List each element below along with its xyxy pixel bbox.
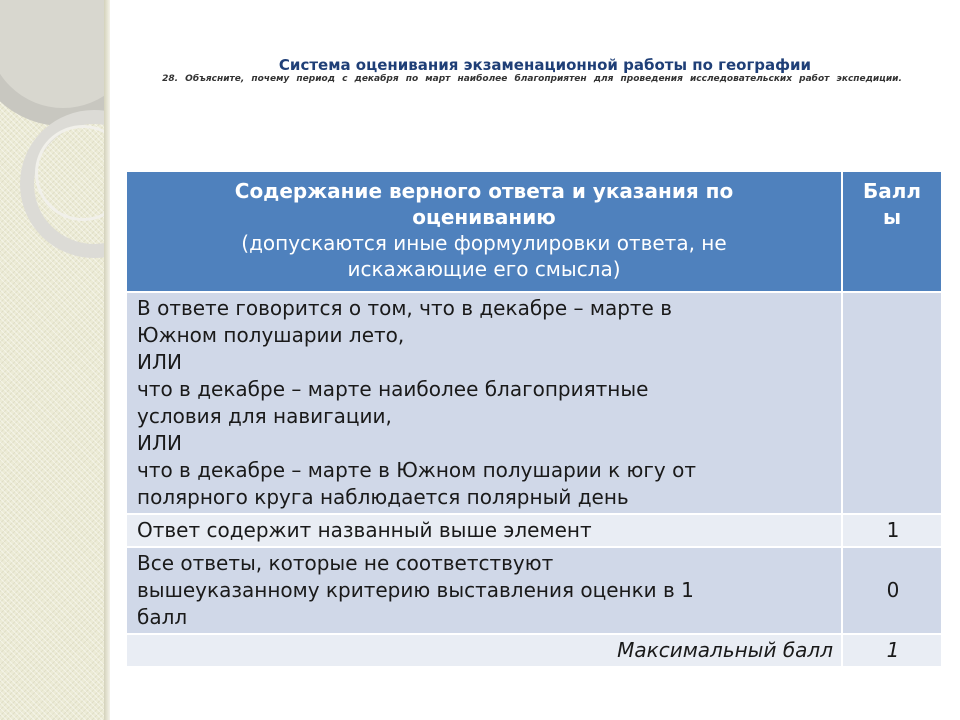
- answer-line: ИЛИ: [137, 431, 182, 455]
- sidebar-edge: [104, 0, 110, 720]
- slide-title: Система оценивания экзаменационной работы по географии: [278, 56, 812, 74]
- answer-line: полярного круга наблюдается полярный день: [137, 485, 629, 509]
- full-score-value: 1: [842, 514, 942, 547]
- zero-score-criterion: [126, 547, 842, 634]
- decorative-sidebar: [0, 0, 104, 720]
- zero-criterion-line: вышеуказанному критерию выставления оценки в 1: [137, 578, 694, 602]
- table-row: [126, 292, 942, 514]
- answer-line: условия для навигации,: [137, 404, 392, 428]
- answer-line: что в декабре – марте в Южном полушарии к югу от: [137, 458, 696, 482]
- score-header: [842, 171, 942, 292]
- score-header-line: Балл: [862, 179, 922, 203]
- answer-line: ИЛИ: [137, 350, 182, 374]
- answer-line: В ответе говорится о том, что в декабре – марте в: [137, 296, 673, 320]
- table-row: [126, 547, 942, 634]
- content-header-note: (допускаются иные формулировки ответа, не: [241, 231, 727, 255]
- zero-criterion-line: балл: [137, 605, 188, 629]
- answer-score-cell: [842, 292, 942, 514]
- answer-line: Южном полушарии лето,: [137, 323, 405, 347]
- question-text: 28. Объясните, почему период с декабря по март наиболее благоприятен для проведения исследовательских работ экспедиции.: [162, 74, 902, 84]
- full-score-criterion: Ответ содержит названный выше элемент: [126, 514, 842, 547]
- table-row: [126, 514, 942, 547]
- table-header-row: [126, 171, 942, 292]
- answer-line: что в декабре – марте наиболее благоприятные: [137, 377, 649, 401]
- score-header-line: ы: [882, 205, 902, 229]
- content-header-line: Содержание верного ответа и указания по: [234, 179, 734, 203]
- table-row: [126, 634, 942, 667]
- decorative-ring: [0, 0, 104, 126]
- max-score-value: 1: [842, 634, 942, 667]
- criteria-table: [125, 170, 943, 668]
- zero-criterion-line: Все ответы, которые не соответствуют: [137, 551, 554, 575]
- content-header-note: искажающие его смысла): [347, 257, 621, 281]
- content-header: [126, 171, 842, 292]
- max-score-label: Максимальный балл: [126, 634, 842, 667]
- zero-score-value: 0: [842, 547, 942, 634]
- content-header-line: оцениванию: [412, 205, 556, 229]
- answer-content-cell: [126, 292, 842, 514]
